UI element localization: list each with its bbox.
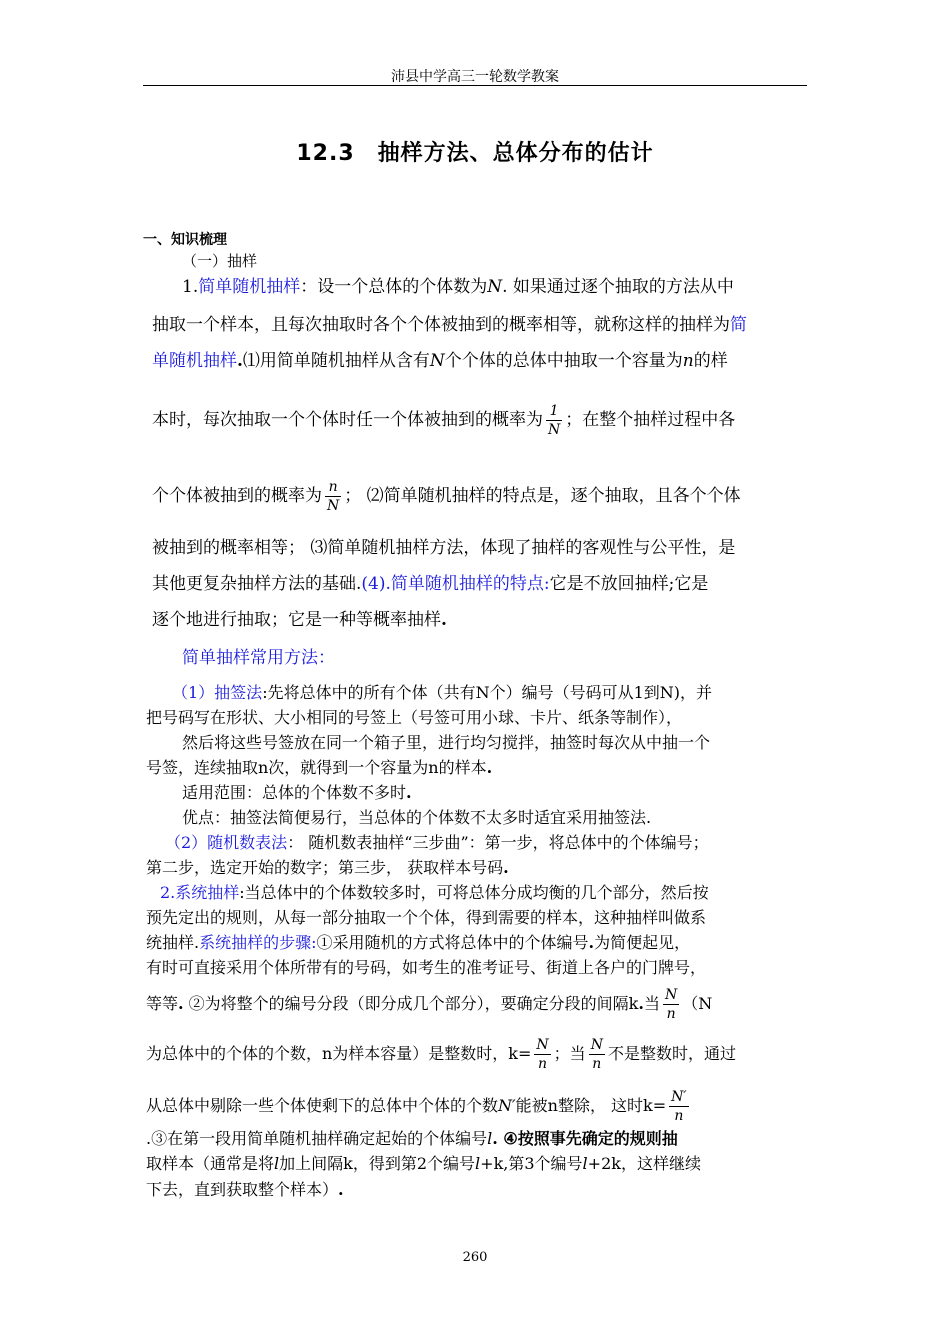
- sys-s5a: 等等: [146, 994, 179, 1013]
- srs-N: N: [487, 277, 503, 297]
- page-number: 260: [462, 1250, 488, 1265]
- srs-term: 简单随机抽样: [198, 277, 301, 297]
- frac-den: n: [669, 1106, 688, 1125]
- sys-s5c: ②为将整个的编号分段（即分成几个部分），要确定分段的间隔k: [183, 994, 639, 1013]
- srs-number: 1.: [182, 277, 199, 297]
- srs-p5a: 其他更复杂抽样方法的基础.: [152, 574, 362, 594]
- fraction-1-over-N: [546, 402, 562, 439]
- lot-line-1: [172, 680, 712, 705]
- sys-s7-N-prime: N′: [498, 1096, 516, 1115]
- frac-den: N: [548, 422, 561, 438]
- frac-den: N: [327, 498, 340, 514]
- srs-line-7: [152, 567, 708, 601]
- sys-s7a: 从总体中剔除一些个体使剩下的总体中个体的个数: [146, 1096, 499, 1115]
- sys-text-1: :当总体中的个体数较多时，可将总体分成均衡的几个部分，然后按: [239, 883, 709, 902]
- sys-line-3: [146, 930, 690, 955]
- fraction-N-over-n: [589, 1036, 605, 1073]
- page-title: 12.3 抽样方法、总体分布的估计: [296, 141, 654, 166]
- page-header: 沛县中学高三一轮数学教案: [391, 69, 559, 85]
- common-methods-heading: 简单抽样常用方法：: [182, 648, 335, 668]
- srs-p5c: 它是不放回抽样;它是: [549, 574, 709, 594]
- srs-p1-N: N: [429, 351, 445, 371]
- scope-dot: .: [406, 783, 412, 802]
- sys-s5b: .: [178, 994, 184, 1013]
- srs-colon: ：: [300, 277, 318, 297]
- srs-line-3: [152, 344, 728, 378]
- section-heading: 一、知识梳理: [143, 232, 227, 248]
- srs-line-1: [182, 270, 734, 304]
- rnd-line-2: [146, 855, 509, 880]
- srs-p6b: .: [441, 610, 447, 630]
- srs-term-2b: 单随机抽样: [152, 351, 237, 371]
- sys-line-1: [160, 880, 709, 905]
- lot-text-4: 号签，连续抽取n次，就得到一个容量为n的样本: [146, 758, 487, 777]
- frac-num: n: [328, 479, 338, 495]
- frac-num: 1: [549, 403, 559, 419]
- sys-s9-l2: l: [475, 1154, 481, 1173]
- rnd-label: （2）随机数表法: [165, 833, 288, 852]
- sys-line-5: [146, 986, 712, 1023]
- srs-features-label: (4).简单随机抽样的特点:: [361, 574, 550, 594]
- sys-line-8: [146, 1126, 678, 1151]
- fraction-n-over-N: [325, 478, 341, 515]
- srs-line-8: [152, 603, 447, 637]
- srs-p2b: ；在整个抽样过程中各: [565, 410, 736, 430]
- frac-den: n: [663, 1004, 679, 1023]
- frac-num: N: [590, 1037, 603, 1053]
- sys-s3c: ①采用随机的方式将总体中的个体编号: [316, 933, 589, 952]
- rnd-line-1: [165, 830, 709, 855]
- srs-p1a: ⑴用简单随机抽样从含有: [242, 351, 430, 371]
- header-rule: [143, 85, 807, 86]
- srs-def-1: 设一个总体的个体数为: [317, 277, 488, 297]
- lot-dot: .: [486, 758, 493, 777]
- sys-s3d: .: [588, 933, 595, 952]
- sys-s3a: 统抽样.: [146, 933, 200, 952]
- sys-s9-l: l: [274, 1154, 280, 1173]
- sys-s9-l3: l: [582, 1154, 588, 1173]
- sys-s9c: +k,第3个编号: [480, 1154, 583, 1173]
- fraction-N-over-n: [663, 986, 679, 1023]
- srs-p1-n: n: [682, 351, 694, 371]
- srs-line-6: 被抽到的概率相等； ⑶简单随机抽样方法，体现了抽样的客观性与公平性，是: [152, 538, 736, 558]
- lot-line-3: 然后将这些号签放在同一个箱子里，进行均匀搅拌，抽签时每次从中抽一个: [182, 733, 711, 752]
- srs-p3a: 个个体被抽到的概率为: [152, 486, 322, 506]
- sys-s8-l: l: [487, 1129, 493, 1148]
- frac-num: N′: [671, 1089, 687, 1105]
- sys-s7b: 能被n整除， 这时k=: [515, 1096, 667, 1115]
- scope-text: 适用范围：总体的个体数不多时: [182, 783, 407, 802]
- sys-steps-label: 系统抽样的步骤:: [199, 933, 317, 952]
- sys-s10: 下去，直到获取整个样本）: [146, 1180, 339, 1199]
- sys-s6a: 为总体中的个体的个数，n为样本容量）是整数时，k=: [146, 1044, 532, 1063]
- sys-s5e: 当: [643, 994, 660, 1013]
- lot-label: （1）抽签法: [172, 683, 263, 702]
- srs-p3b: ； ⑵简单随机抽样的特点是，逐个抽取，且各个个体: [344, 486, 741, 506]
- frac-den: n: [589, 1054, 605, 1073]
- frac-num: N: [536, 1037, 549, 1053]
- sys-s5d: .: [638, 994, 644, 1013]
- srs-p1b: 个个体的总体中抽取一个容量为: [444, 351, 683, 371]
- sys-line-4: 有时可直接采用个体所带有的号码，如考生的准考证号、街道上各户的门牌号，: [146, 958, 707, 977]
- frac-den: n: [534, 1054, 550, 1073]
- sys-s8a: .③在第一段用简单随机抽样确定起始的个体编号: [146, 1129, 488, 1148]
- frac-num: N: [664, 987, 678, 1003]
- sys-s10b: .: [338, 1180, 344, 1199]
- srs-def-3: 抽取一个样本，且每次抽取时各个个体被抽到的概率相等，就称这样的抽样为: [152, 315, 730, 335]
- fraction-Nprime-over-n: [669, 1088, 688, 1125]
- lot-line-2: 把号码写在形状、大小相同的号签上（号签可用小球、卡片、纸条等制作），: [146, 708, 683, 727]
- sys-s8b: . ④按照事先确定的规则抽: [492, 1129, 678, 1148]
- rnd-text-2: 第二步，选定开始的数字；第三步， 获取样本号码: [146, 858, 504, 877]
- srs-p2a: 本时，每次抽取一个个体时任一个体被抽到的概率为: [152, 410, 543, 430]
- rnd-dot: .: [503, 858, 509, 877]
- sys-line-9: [146, 1151, 701, 1176]
- sys-s9d: +2k，这样继续: [587, 1154, 701, 1173]
- rnd-text-1: ： 随机数表抽样“三步曲”：第一步，将总体中的个体编号；: [287, 833, 709, 852]
- srs-def-2: . 如果通过逐个抽取的方法从中: [502, 277, 734, 297]
- sys-s9a: 取样本（通常是将: [146, 1154, 275, 1173]
- srs-line-4: [152, 402, 735, 439]
- srs-line-5: [152, 478, 741, 515]
- sys-line-2: 预先定出的规则，从每一部分抽取一个个体，得到需要的样本，这种抽样叫做系: [146, 908, 707, 927]
- srs-line-2: [152, 308, 747, 342]
- srs-term-2a: 简: [730, 315, 747, 335]
- sys-s3e: 为简便起见，: [594, 933, 691, 952]
- lot-text-1: :先将总体中的所有个体（共有N个）编号（号码可从1到N)，并: [262, 683, 713, 702]
- sys-line-6: [146, 1036, 736, 1073]
- sys-line-10: [146, 1177, 344, 1202]
- sys-s6b: ；当: [553, 1044, 586, 1063]
- lot-line-4: [146, 755, 492, 780]
- sys-s5f: （N: [682, 994, 713, 1013]
- srs-p6a: 逐个地进行抽取；它是一种等概率抽样: [152, 610, 441, 630]
- scope-line: [182, 780, 412, 805]
- srs-dot: .: [237, 351, 243, 371]
- srs-p1c: 的样: [693, 351, 728, 371]
- sys-s6c: 不是整数时，通过: [607, 1044, 736, 1063]
- sys-line-7: [146, 1088, 692, 1125]
- subsection-heading: （一）抽样: [182, 252, 258, 270]
- fraction-N-over-n: [534, 1036, 550, 1073]
- sys-label: 2.系统抽样: [160, 883, 240, 902]
- sys-s9b: 加上间隔k，得到第2个编号: [279, 1154, 476, 1173]
- advantage-line: 优点：抽签法简便易行，当总体的个体数不太多时适宜采用抽签法.: [182, 808, 652, 827]
